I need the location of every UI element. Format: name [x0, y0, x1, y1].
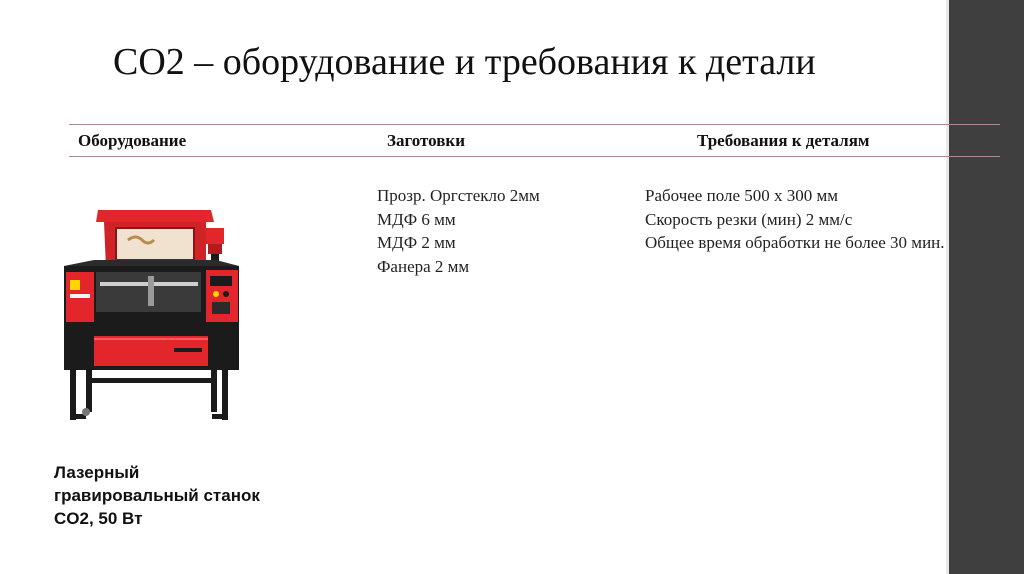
- requirements-list: [645, 184, 945, 255]
- slide-title: CO2 – оборудование и требования к детали: [113, 41, 816, 83]
- list-item: МДФ 2 мм: [377, 233, 456, 252]
- caption-line: CO2, 50 Вт: [54, 509, 143, 528]
- caption-line: гравировальный станок: [54, 486, 260, 505]
- list-item: МДФ 6 мм: [377, 209, 456, 229]
- list-item: Фанера 2 мм: [377, 256, 470, 276]
- blanks-list: [377, 184, 540, 278]
- header-requirements: Требования к деталям: [697, 131, 870, 150]
- laser-engraving-machine-image: [56, 200, 266, 425]
- list-item: Общее время обработки не более 30 мин.: [645, 233, 945, 252]
- list-item: Прозр. Оргстекло 2мм: [377, 186, 540, 205]
- caption-line: Лазерный: [54, 463, 140, 482]
- equipment-caption: [54, 461, 260, 530]
- header-blanks: Заготовки: [387, 131, 466, 150]
- list-item: Рабочее поле 500 х 300 мм: [645, 186, 839, 205]
- header-equipment: Оборудование: [78, 131, 187, 150]
- list-item: Скорость резки (мин) 2 мм/с: [645, 209, 853, 229]
- right-accent-bar: [949, 0, 1024, 574]
- table-header-rule: [69, 156, 1000, 157]
- table-top-rule: [69, 124, 1000, 125]
